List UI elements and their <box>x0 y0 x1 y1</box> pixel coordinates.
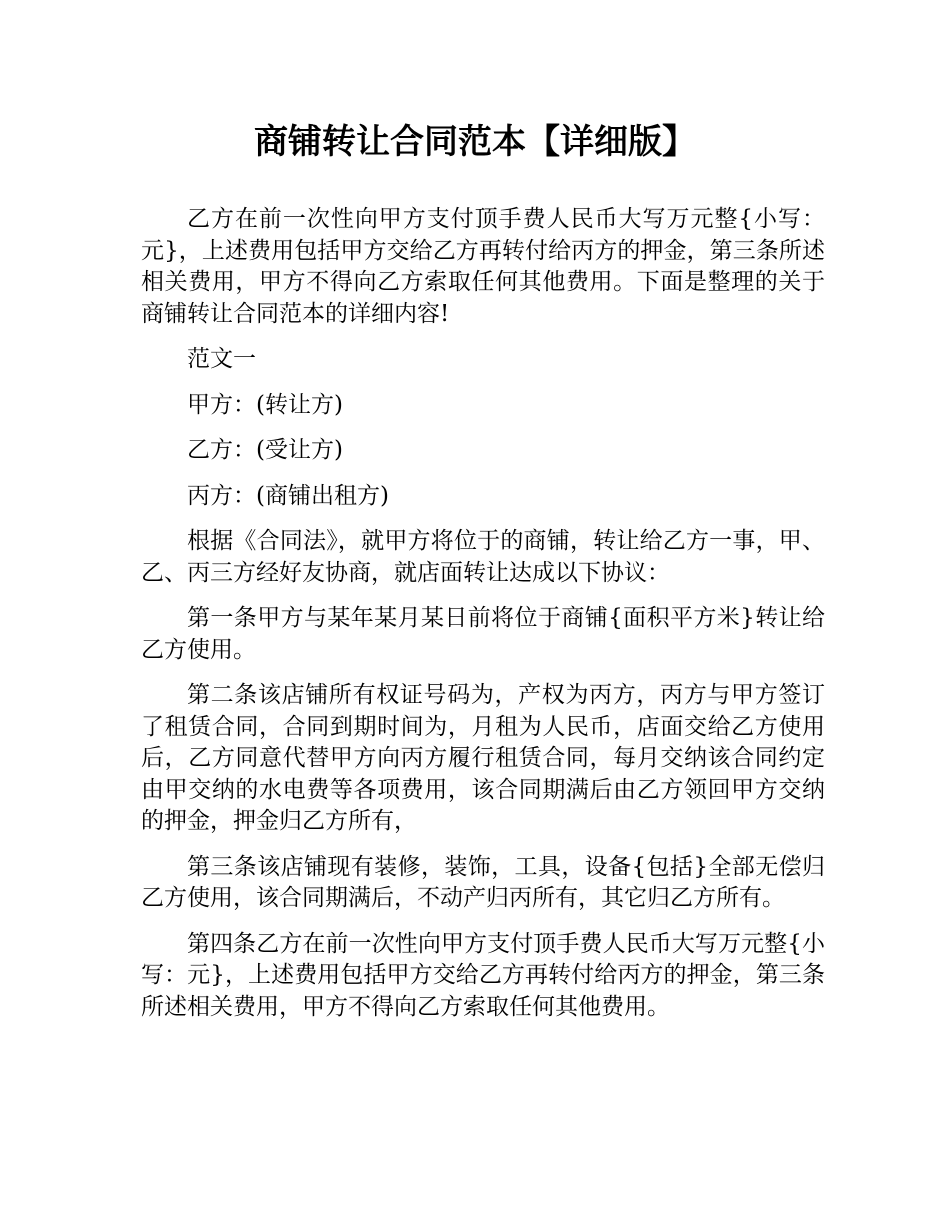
paragraph-article-2: 第二条该店铺所有权证号码为，产权为丙方，丙方与甲方签订了租赁合同，合同到期时间为，月租为人民币，店面交给乙方使用后，乙方同意代替甲方向丙方履行租赁合同，每月交纳该合同约定由甲交纳的水电费等各项费用，该合同期满后由乙方领回甲方交纳的押金，押金归乙方所有， <box>141 682 825 834</box>
paragraph-article-4: 第四条乙方在前一次性向甲方支付顶手费人民币大写万元整{小写：元}，上述费用包括甲方交给乙方再转付给丙方的押金，第三条所述相关费用，甲方不得向乙方索取任何其他费用。 <box>141 930 825 1020</box>
paragraph-article-1: 第一条甲方与某年某月某日前将位于商铺{面积平方米}转让给乙方使用。 <box>141 605 825 663</box>
paragraph-party-c: 丙方：(商铺出租方) <box>187 482 389 509</box>
paragraph-party-b: 乙方：(受让方) <box>187 437 343 463</box>
document-title: 商铺转让合同范本【详细版】 <box>254 122 696 162</box>
paragraph-sample-heading: 范文一 <box>187 346 256 372</box>
paragraph-party-a: 甲方：(转让方) <box>187 391 343 418</box>
paragraph-intro: 乙方在前一次性向甲方支付顶手费人民币大写万元整{小写：元}，上述费用包括甲方交给乙方再转付给丙方的押金，第三条所述相关费用，甲方不得向乙方索取任何其他费用。下面是整理的关于商铺转让合同范本的详细内容! <box>141 206 825 327</box>
document-body <box>141 204 825 1037</box>
paragraph-article-3: 第三条该店铺现有装修，装饰，工具，设备{包括}全部无偿归乙方使用，该合同期满后，不动产归丙所有，其它归乙方所有。 <box>141 853 825 911</box>
paragraph-preamble: 根据《合同法》，就甲方将位于的商铺，转让给乙方一事，甲、乙、丙三方经好友协商，就店面转让达成以下协议： <box>141 528 825 586</box>
